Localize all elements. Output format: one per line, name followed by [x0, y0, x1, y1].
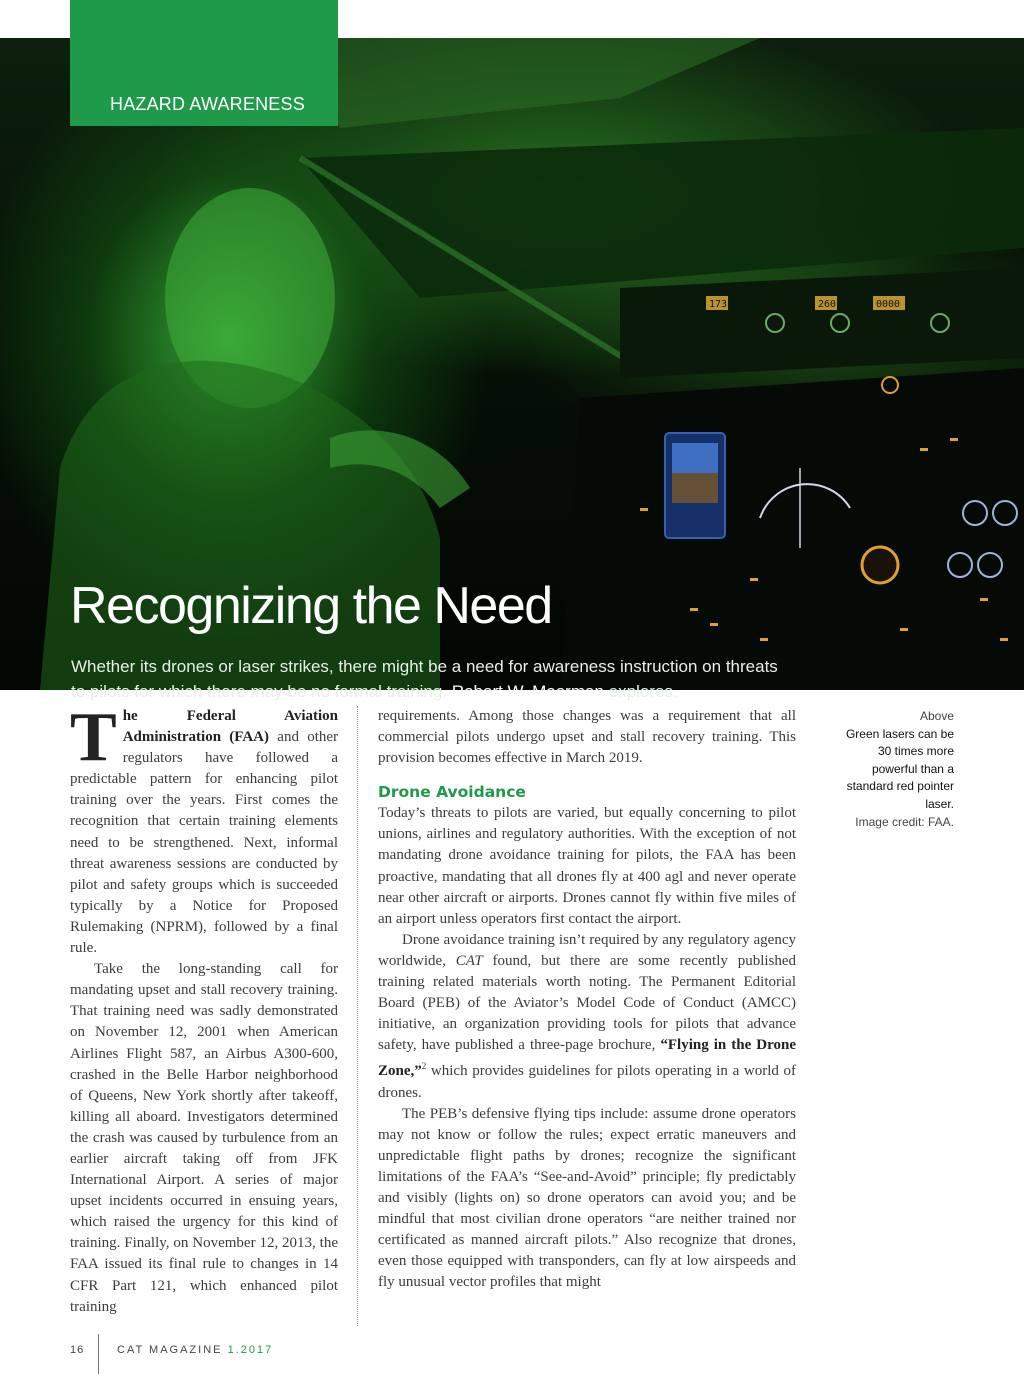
deck-text: Whether its drones or laser strikes, there might be a need for awareness instruction on threats to pilots for which there may be no formal training.: [71, 657, 778, 701]
issue-number: 1.2017: [227, 1344, 274, 1356]
magazine-name: CAT MAGAZINE: [117, 1344, 223, 1356]
deck-author: Robert W. Moorman: [451, 682, 604, 701]
subhead-drone-avoidance: Drone Avoidance: [378, 783, 526, 802]
para5-part-a: Drone avoidance training isn’t required by any regulatory agency worldwide,: [378, 931, 796, 969]
deck-after: explores.: [608, 682, 678, 701]
article-paragraph-4: Today’s threats to pilots are varied, but equally concerning to pilot unions, airlines and regulatory authorities. With the exception of not mandating drone avoidance training for pilots, the FAA has been proactive, mandating that all drones fly at 400 agl and never operate near other aircraft or airports. Drones cannot fly within five miles of an airport unless operators first contact the airport.: [378, 805, 796, 927]
page-number: 16: [70, 1344, 85, 1356]
caption-label: Above: [919, 709, 954, 723]
column-divider: [357, 706, 358, 1326]
section-tag-top: [70, 0, 338, 38]
glareshield-panel: [620, 268, 1024, 378]
headline: Recognizing the Need: [70, 577, 552, 635]
footnote-ref: 2: [421, 1061, 427, 1072]
caption-text: Green lasers can be 30 times more powerful than a standard red pointer laser.: [845, 726, 954, 811]
article-paragraph-6: The PEB’s defensive flying tips include: assume drone operators may not know or follow the rules; expect erratic maneuvers and unpredictable flight paths by drones; recognize the significant limitations of the FAA’s “See-and-Avoid” principle; fly predictably and visibly (lights on) so drone operators can avoid you; and be mindful that most civilian drone operators “are neither trained nor certificated as manned aircraft pilots.” Also recognize that drones, even those equipped with transponders, can fly at low airspeeds and fly unusual vector profiles that might: [378, 1105, 796, 1291]
autopilot-readout-2-text: 260: [818, 299, 837, 310]
windshield-frame: [300, 128, 1024, 298]
pilot-body: [40, 361, 440, 690]
brochure-title: “Flying in the Drone Zone,”: [378, 1037, 796, 1080]
hero-image: [0, 38, 1024, 701]
standby-instrument: [862, 547, 898, 583]
autopilot-readout-1-text: 173: [709, 299, 728, 310]
autopilot-readout-3-text: 0000: [876, 299, 901, 310]
para5-part-b: found, but there are some recently published training related materials worth noting. The Permanent Editorial Board (PEB) of the Aviator’s Model Code of Conduct (AMCC) initiative, an organization providing tools for pilots that advance safety, have published a three-page brochure,: [378, 952, 797, 1054]
para5-part-c: which provides guidelines for pilots operating in a world of drones.: [378, 1063, 797, 1101]
article-column-1: [70, 699, 339, 1318]
magazine-footer: [117, 1344, 273, 1356]
pfd-ground: [672, 473, 718, 503]
article-lead-paragraph: [70, 699, 339, 959]
instrument-panel: [560, 368, 1024, 690]
image-caption: [836, 708, 954, 831]
article-paragraph-3: requirements. Among those changes was a requirement that all commercial pilots undergo upset and stall recovery training. This provision becomes effective in March 2019.: [378, 708, 796, 767]
dropcap: T: [70, 699, 117, 776]
overhead-panel: [300, 38, 760, 128]
article-paragraph-2: Take the long-standing call for mandating upset and stall recovery training. That training need was sadly demonstrated on November 12, 2001 when American Airlines Flight 587, an Airbus A300-600, crashed in the Belle Harbor neighborhood of Queens, New York shortly after takeoff, killing all aboard. Investigators determined the crash was caused by turbulence from an earlier aircraft taking off from JFK International Airport. A series of major upset incidents occurred in ensuing years, which raised the urgency for this kind of training. Finally, on November 12, 2013, the FAA issued its final rule to changes in 14 CFR Part 121, which enhanced pilot training: [70, 961, 338, 1315]
lead-text: and other regulators have followed a predictable pattern for enhancing pilot training over the years. First comes the recognition that certain training elements need to be strengthened. Next, informal threat awareness sessions are conducted by pilot and safety groups which is succeeded typically by a Notice for Proposed Rulemaking (NPRM), followed by a final rule.: [70, 729, 339, 957]
lead-bold: he Federal Aviation Administration (FAA): [122, 708, 338, 746]
article-column-2: [378, 706, 796, 1293]
deck: [71, 654, 791, 704]
footer-rule: [98, 1334, 99, 1374]
article-paragraph-5: [378, 930, 796, 1104]
magazine-name-italic: CAT: [455, 952, 483, 969]
caption-credit: Image credit: FAA.: [855, 814, 954, 829]
section-tag: HAZARD AWARENESS: [70, 38, 338, 126]
pfd-sky: [672, 443, 718, 473]
